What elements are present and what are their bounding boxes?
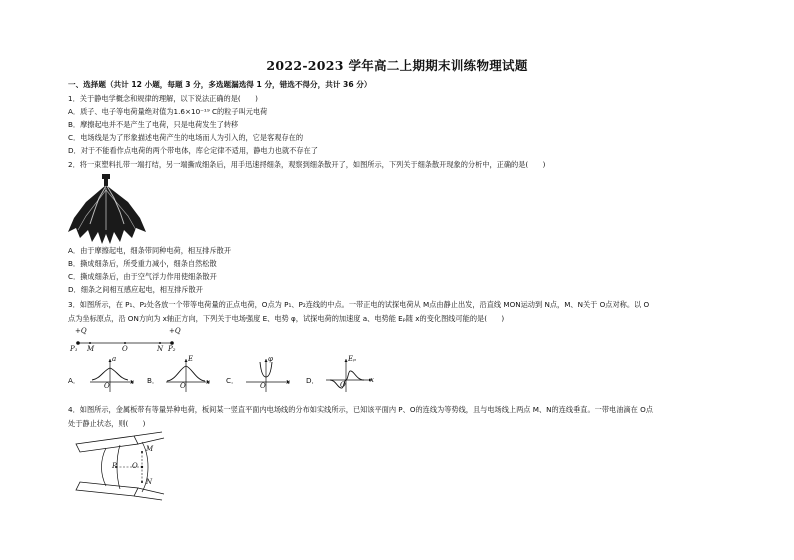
- q4-p-label: P: [112, 462, 117, 470]
- q3-choice-d-axis-label: Eₚ: [348, 355, 356, 363]
- q2-option-d: D．细条之间相互感应起电，相互排斥散开: [68, 285, 203, 294]
- q3-choice-c-axis-label: φ: [268, 355, 273, 363]
- q3-choice-a-x: x: [130, 378, 134, 386]
- q3-choice-b-origin: O: [180, 382, 186, 390]
- section-heading: 一、选择题（共计 12 小题，每题 3 分，多选题漏选得 1 分，错选不得分，共计 36 分）: [68, 80, 372, 89]
- q3-choice-c-origin: O: [260, 382, 266, 390]
- q3-p1-label: P₁: [70, 345, 78, 353]
- q3-choice-b-letter: B．: [147, 376, 160, 385]
- q2-stem: 2．将一束塑料扎带一端打结，另一端撕成细条后，用手迅速捋细条，观察到细条散开了，如图所示，下列关于细条散开现象的分析中，正确的是( ): [68, 160, 546, 169]
- q3-choice-a-axis-label: a: [112, 355, 117, 363]
- q2-plastic-strips-figure: [66, 172, 158, 246]
- q4-o-label: O: [132, 462, 138, 470]
- q3-choice-c-letter: C．: [226, 376, 239, 385]
- q2-option-b: B．撕成细条后，所受重力减小，细条自然松散: [68, 259, 217, 268]
- q3-charge-right-label: +Q: [169, 327, 181, 335]
- q3-stem-line1: 3．如图所示，在 P₁、P₂处各放一个带等电荷量的正点电荷，O点为 P₁、P₂连线的中点。一带正电的试探电荷从 M点由静止出发，沿直线 MON运动到 N点，M、N关于 O点对称。以 O: [68, 300, 650, 309]
- q3-m-label: M: [87, 345, 95, 353]
- q3-charge-left-label: +Q: [75, 327, 87, 335]
- q4-stem-line2: 处于静止状态，则( ): [68, 419, 146, 428]
- q3-choice-d-x: x: [370, 376, 374, 384]
- q1-option-b: B．摩擦起电并不是产生了电荷，只是电荷发生了转移: [68, 120, 239, 129]
- q3-stem-line2: 点为坐标原点，沿 ON方向为 x轴正方向，下列关于电场强度 E、电势 φ，试探电荷的加速度 a、电势能 Eₚ随 x的变化图线可能的是( ): [68, 314, 505, 323]
- q1-option-a: A．质子、电子等电荷量绝对值为1.6×10⁻¹⁹ C的粒子叫元电荷: [68, 107, 268, 116]
- q3-choice-c-x: x: [286, 378, 290, 386]
- q3-choice-d-origin: O: [340, 381, 346, 389]
- q2-option-a: A．由于摩擦起电，细条带同种电荷，相互排斥散开: [68, 246, 232, 255]
- q3-choice-a-origin: O: [104, 382, 110, 390]
- q4-stem-line1: 4．如图所示，金属板带有等量异种电荷，板间某一竖直平面内电场线的分布如实线所示，已知该平面内 P、O的连线为等势线，且与电场线上两点 M、N的连线垂直。一带电油滴在 O点: [68, 405, 653, 414]
- q4-m-label: M: [146, 445, 154, 453]
- q2-option-c: C．撕成细条后，由于空气浮力作用使细条散开: [68, 272, 217, 281]
- q1-stem: 1．关于静电学概念和规律的理解，以下说法正确的是( ): [68, 94, 258, 103]
- q3-choice-b-x: x: [206, 378, 210, 386]
- q3-o-label: O: [122, 345, 128, 353]
- q4-n-label: N: [146, 478, 153, 486]
- q3-choice-d-letter: D．: [306, 376, 319, 385]
- q1-option-d: D．对于不能看作点电荷的两个带电体，库仑定律不适用，静电力也就不存在了: [68, 146, 318, 155]
- q3-choice-b-axis-label: E: [188, 355, 194, 363]
- q3-choice-a-letter: A．: [68, 376, 81, 385]
- page-title: 2022-2023 学年高二上期期末训练物理试题: [266, 58, 528, 73]
- q3-n-label: N: [157, 345, 164, 353]
- q3-p2-label: P₂: [168, 345, 176, 353]
- q1-option-c: C．电场线是为了形象描述电荷产生的电场而人为引入的，它是客观存在的: [68, 133, 304, 142]
- q4-field-lines-figure: [72, 430, 172, 502]
